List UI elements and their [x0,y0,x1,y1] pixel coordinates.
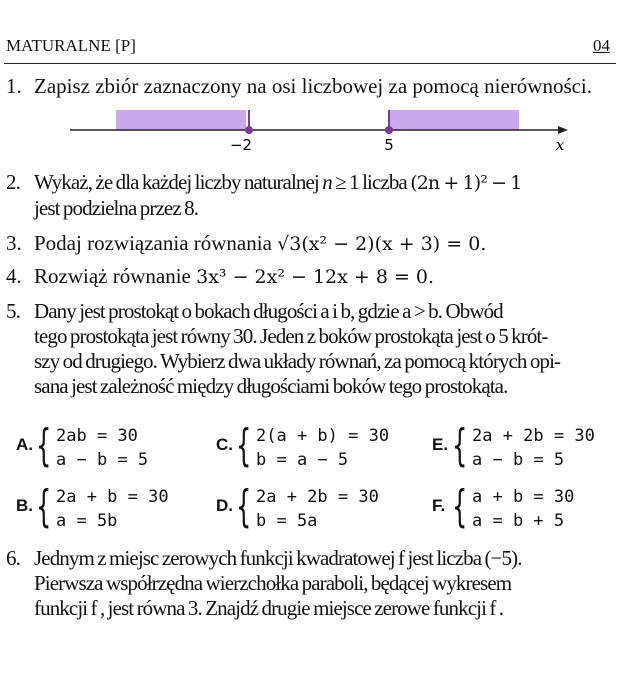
brace-icon: { [236,481,252,532]
equation-system [56,424,148,472]
number-line [60,100,580,155]
equation-system [472,424,595,472]
brace-icon: { [452,481,468,532]
equation-2: a = 5b [56,511,118,531]
tick-label-minus-2: −2 [229,136,253,154]
equation-2: a = b + 5 [472,511,565,531]
task-1 [6,74,616,99]
task-number: 5. [6,299,20,323]
equation-1: 2a + 2b = 30 [472,426,595,446]
task-text: Wykaż, że dla każdej liczby naturalnej [34,170,323,194]
task-text: Rozwiąż równanie [34,264,197,288]
equation-2: a − b = 5 [472,450,565,470]
task-3 [6,231,616,257]
option-label: F. [432,496,446,515]
tick-label-5: 5 [384,136,394,154]
point-minus-2 [245,126,253,134]
header-rule [4,63,616,64]
equation-1: 2(a + b) = 30 [256,426,390,446]
option-label: D. [216,496,233,515]
task-text-line3: funkcji f , jest równa 3. Znajdź drugie miejsce zerowe funkcji f . [34,596,504,620]
equation-system [256,424,389,472]
equation-1: a + b = 30 [472,487,575,507]
math-expression: √3(x² − 2)(x + 3) = 0. [277,233,487,255]
equation-system [472,485,574,533]
task-number: 3. [6,231,22,255]
option-label: B. [16,496,33,515]
task-text-line2: jest podzielna przez 8. [34,196,199,220]
task-text-line1: Jednym z miejsc zerowych funkcji kwadratowej f jest liczba (−5). [34,546,522,570]
brace-icon: { [36,420,52,471]
math-expression: (2n + 1)² − 1 [410,172,522,194]
point-5 [385,126,393,134]
equation-2: b = 5a [256,511,318,531]
exam-title: MATURALNE [P] [6,36,136,55]
task-text-line1: Dany jest prostokąt o bokach długości a i b, gdzie a > b. Obwód [34,299,503,323]
task-number: 1. [6,74,22,98]
task-number: 4. [6,264,22,288]
task-2 [6,170,616,221]
axis-label-x: x [555,136,565,154]
variable-n: n [322,170,332,194]
equation-2: a − b = 5 [56,450,149,470]
task-text-line3: szy od drugiego. Wybierz dwa układy równań, za pomocą których opi- [34,349,561,373]
brace-icon: { [452,420,468,471]
task-text: Podaj rozwiązania równania [34,231,278,255]
task-4 [6,264,616,290]
page-header [6,36,612,60]
equation-1: 2a + b = 30 [56,487,169,507]
task-6 [6,546,616,621]
option-label: E. [432,435,449,454]
shaded-interval-right [389,110,519,130]
task-number: 6. [6,546,20,570]
equation-1: 2a + 2b = 30 [256,487,379,507]
option-label: C. [216,435,233,454]
equation-system [56,485,169,533]
equation-system [256,485,379,533]
equation-2: b = a − 5 [256,450,349,470]
brace-icon: { [36,481,52,532]
axis-arrow [558,126,568,134]
equation-1: 2ab = 30 [56,426,138,446]
brace-icon: { [236,420,252,471]
task-text-line2: tego prostokąta jest równy 30. Jeden z boków prostokąta jest o 5 krót- [34,324,548,348]
task-text-line2: Pierwsza współrzędna wierzchołka paraboli, będącej wykresem [34,571,512,595]
task-number: 2. [6,170,20,194]
option-label: A. [16,435,33,454]
shaded-interval-left [116,110,246,130]
task-text-cont: ≥ 1 liczba [331,170,411,194]
task-5 [6,299,616,399]
page-number: 04 [593,36,610,55]
task-text-line4: sana jest zależność między długościami boków tego prostokąta. [34,374,508,398]
task-text: Zapisz zbiór zaznaczony na osi liczbowej za pomocą nierówności. [34,74,593,98]
math-expression: 3x³ − 2x² − 12x + 8 = 0. [196,266,435,288]
